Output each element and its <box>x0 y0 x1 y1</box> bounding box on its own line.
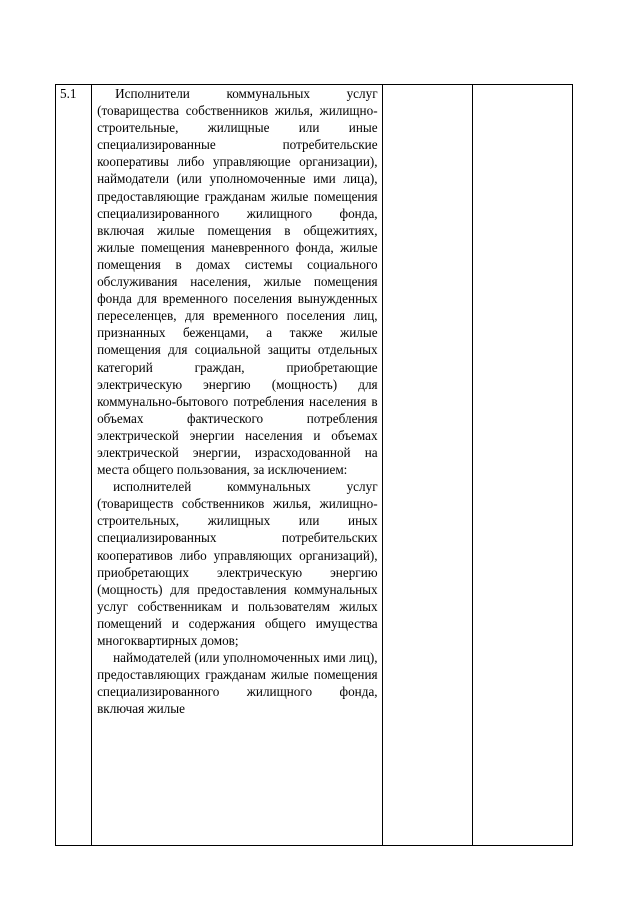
row-description <box>92 85 383 846</box>
row-number: 5.1 <box>56 85 92 846</box>
paragraph-exception-1: исполнителей коммунальных услуг (товариществ собственников жилья, жилищно-строительных, жилищных или иных специализированных потребительских кооперативов либо управляющих организаций), приобретающих электрическую энергию (мощность) для предоставления коммунальных услуг собственникам и пользователям жилых помещений и содержания общего имущества многоквартирных домов; <box>97 479 378 648</box>
empty-cell-col4 <box>472 85 572 846</box>
paragraph-main: Исполнители коммунальных услуг (товарищества собственников жилья, жилищно-строительные, жилищные или иные специализированные потребительские кооперативы либо управляющие организации), наймодатели (или уполномоченные ими лица), предоставляющие гражданам жилые помещения специализированного жилищного фонда, включая жилые помещения в общежитиях, жилые помещения маневренного фонда, жилые помещения в домах системы социального обслуживания населения, жилые помещения фонда для временного поселения вынужденных переселенцев, для временного поселения лиц, признанных беженцами, а также жилые помещения для социальной защиты отдельных категорий граждан, приобретающие электрическую энергию (мощность) для коммунально-бытового потребления населения в объемах фактического потребления электрической энергии населения и объемах электрической энергии, израсходованной на места общего пользования, за исключением: <box>97 86 378 478</box>
tariff-table <box>55 84 573 846</box>
table-row <box>56 85 573 846</box>
paragraph-exception-2: наймодателей (или уполномоченных ими лиц), предоставляющих гражданам жилые помещения специализированного жилищного фонда, включая жилые <box>97 650 378 717</box>
empty-cell-col3 <box>382 85 472 846</box>
